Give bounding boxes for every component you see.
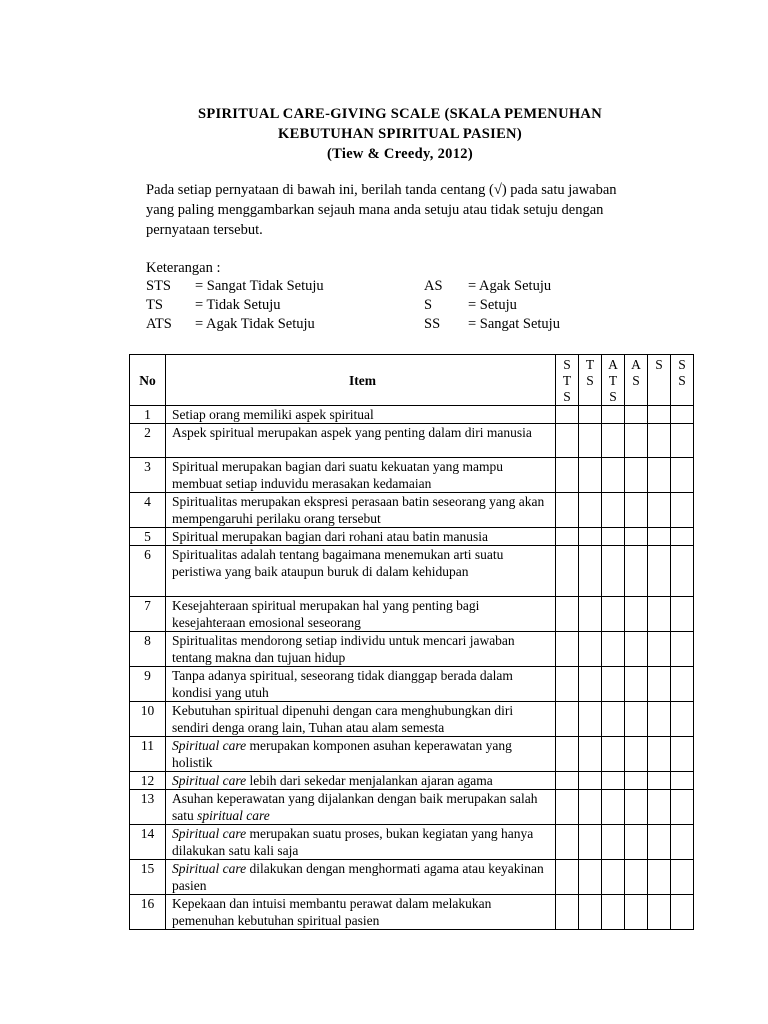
row-number: 11 bbox=[130, 737, 166, 772]
answer-cell-ss[interactable] bbox=[671, 493, 694, 528]
statement-text: Kebutuhan spiritual dipenuhi dengan cara menghubungkan diri sendiri denga orang lain, Tuhan atau alam semesta bbox=[172, 703, 514, 735]
column-header-sts bbox=[556, 355, 579, 406]
legend-definition: = Sangat Tidak Setuju bbox=[195, 278, 324, 294]
header-letter: S bbox=[632, 373, 640, 388]
answer-cell-ss[interactable] bbox=[671, 458, 694, 493]
statement-text: Kepekaan dan intuisi membantu perawat dalam melakukan pemenuhan kebutuhan spiritual pasien bbox=[172, 896, 492, 928]
row-number: 7 bbox=[130, 597, 166, 632]
table-row bbox=[130, 546, 694, 597]
answer-cell-sts[interactable] bbox=[556, 667, 579, 702]
answer-cell-ss[interactable] bbox=[671, 895, 694, 930]
statement-text: Spiritualitas mendorong setiap individu untuk mencari jawaban tentang makna dan tujuan hidup bbox=[172, 633, 515, 665]
answer-cell-ats[interactable] bbox=[602, 790, 625, 825]
statement-text: merupakan komponen asuhan keperawatan yang holistik bbox=[172, 738, 512, 770]
answer-cell-ss[interactable] bbox=[671, 667, 694, 702]
answer-cell-ats[interactable] bbox=[602, 895, 625, 930]
row-number: 10 bbox=[130, 702, 166, 737]
answer-cell-ats[interactable] bbox=[602, 458, 625, 493]
row-statement bbox=[166, 493, 556, 528]
answer-cell-ss[interactable] bbox=[671, 546, 694, 597]
row-statement bbox=[166, 702, 556, 737]
answer-cell-as[interactable] bbox=[625, 546, 648, 597]
answer-cell-ts[interactable] bbox=[579, 860, 602, 895]
statement-text: Asuhan keperawatan yang dijalankan dengan baik merupakan salah satu bbox=[172, 791, 538, 823]
answer-cell-as[interactable] bbox=[625, 825, 648, 860]
table-row bbox=[130, 860, 694, 895]
answer-cell-s[interactable] bbox=[648, 493, 671, 528]
row-statement bbox=[166, 406, 556, 424]
legend-definition: = Agak Setuju bbox=[468, 278, 552, 294]
answer-cell-ss[interactable] bbox=[671, 790, 694, 825]
title-citation: (Tiew & Creedy, 2012) bbox=[327, 146, 473, 162]
legend-definition: = Agak Tidak Setuju bbox=[195, 316, 315, 332]
answer-cell-s[interactable] bbox=[648, 737, 671, 772]
row-statement bbox=[166, 424, 556, 458]
answer-cell-ts[interactable] bbox=[579, 825, 602, 860]
answer-cell-sts[interactable] bbox=[556, 493, 579, 528]
row-statement bbox=[166, 825, 556, 860]
table-row bbox=[130, 702, 694, 737]
answer-cell-as[interactable] bbox=[625, 458, 648, 493]
legend-abbr: TS bbox=[146, 297, 163, 313]
header-letter: S bbox=[678, 373, 686, 388]
answer-cell-ats[interactable] bbox=[602, 667, 625, 702]
legend-definition: = Tidak Setuju bbox=[195, 297, 281, 313]
answer-cell-as[interactable] bbox=[625, 702, 648, 737]
header-letter: A bbox=[631, 357, 641, 372]
legend-abbr: SS bbox=[424, 316, 441, 332]
statement-text: Aspek spiritual merupakan aspek yang penting dalam diri manusia bbox=[172, 425, 532, 440]
answer-cell-s[interactable] bbox=[648, 546, 671, 597]
statement-text: Spiritual merupakan bagian dari suatu kekuatan yang mampu membuat setiap induvidu merasakan kedamaian bbox=[172, 459, 504, 491]
answer-cell-ats[interactable] bbox=[602, 528, 625, 546]
answer-cell-s[interactable] bbox=[648, 597, 671, 632]
table-row bbox=[130, 895, 694, 930]
row-statement bbox=[166, 597, 556, 632]
row-number: 16 bbox=[130, 895, 166, 930]
row-number: 5 bbox=[130, 528, 166, 546]
answer-cell-as[interactable] bbox=[625, 424, 648, 458]
answer-cell-ts[interactable] bbox=[579, 424, 602, 458]
row-statement bbox=[166, 737, 556, 772]
table-row bbox=[130, 528, 694, 546]
answer-cell-sts[interactable] bbox=[556, 702, 579, 737]
answer-cell-sts[interactable] bbox=[556, 860, 579, 895]
answer-cell-ss[interactable] bbox=[671, 424, 694, 458]
header-letter: A bbox=[608, 357, 618, 372]
row-number: 12 bbox=[130, 772, 166, 790]
header-letter: S bbox=[655, 357, 663, 372]
title-line-1: SPIRITUAL CARE-GIVING SCALE (SKALA PEMENUHAN bbox=[198, 106, 602, 122]
answer-cell-ts[interactable] bbox=[579, 632, 602, 667]
answer-cell-ats[interactable] bbox=[602, 772, 625, 790]
legend-heading: Keterangan : bbox=[146, 260, 221, 276]
answer-cell-ats[interactable] bbox=[602, 406, 625, 424]
answer-cell-ats[interactable] bbox=[602, 632, 625, 667]
answer-cell-sts[interactable] bbox=[556, 790, 579, 825]
questionnaire-table bbox=[129, 354, 694, 930]
header-letter: S bbox=[586, 373, 594, 388]
header-letter: S bbox=[563, 357, 571, 372]
answer-cell-ats[interactable] bbox=[602, 597, 625, 632]
answer-cell-sts[interactable] bbox=[556, 528, 579, 546]
answer-cell-s[interactable] bbox=[648, 632, 671, 667]
answer-cell-ats[interactable] bbox=[602, 825, 625, 860]
table-row bbox=[130, 737, 694, 772]
row-number: 4 bbox=[130, 493, 166, 528]
row-statement bbox=[166, 772, 556, 790]
header-letter: T bbox=[562, 373, 572, 388]
answer-cell-sts[interactable] bbox=[556, 895, 579, 930]
answer-cell-ats[interactable] bbox=[602, 737, 625, 772]
answer-cell-ts[interactable] bbox=[579, 702, 602, 737]
answer-cell-as[interactable] bbox=[625, 790, 648, 825]
answer-cell-ss[interactable] bbox=[671, 406, 694, 424]
statement-emphasis: Spiritual care bbox=[172, 773, 247, 788]
row-number: 8 bbox=[130, 632, 166, 667]
statement-text: lebih dari sekedar menjalankan ajaran agama bbox=[246, 773, 493, 788]
answer-cell-ts[interactable] bbox=[579, 772, 602, 790]
answer-cell-sts[interactable] bbox=[556, 458, 579, 493]
answer-cell-ss[interactable] bbox=[671, 860, 694, 895]
table-body bbox=[130, 406, 694, 930]
answer-cell-s[interactable] bbox=[648, 790, 671, 825]
answer-cell-s[interactable] bbox=[648, 860, 671, 895]
answer-cell-sts[interactable] bbox=[556, 737, 579, 772]
answer-cell-sts[interactable] bbox=[556, 406, 579, 424]
answer-cell-as[interactable] bbox=[625, 860, 648, 895]
header-letter: S bbox=[609, 389, 617, 404]
answer-cell-as[interactable] bbox=[625, 772, 648, 790]
statement-emphasis: Spiritual care bbox=[172, 738, 247, 753]
answer-cell-ss[interactable] bbox=[671, 737, 694, 772]
answer-cell-s[interactable] bbox=[648, 895, 671, 930]
answer-cell-as[interactable] bbox=[625, 597, 648, 632]
answer-cell-s[interactable] bbox=[648, 528, 671, 546]
row-number: 3 bbox=[130, 458, 166, 493]
row-statement bbox=[166, 860, 556, 895]
column-header-ts bbox=[579, 355, 602, 406]
answer-cell-ts[interactable] bbox=[579, 895, 602, 930]
header-letter: T bbox=[608, 373, 618, 388]
statement-text: Kesejahteraan spiritual merupakan hal yang penting bagi kesejahteraan emosional seseorang bbox=[172, 598, 480, 630]
answer-cell-ats[interactable] bbox=[602, 702, 625, 737]
answer-cell-sts[interactable] bbox=[556, 825, 579, 860]
instructions bbox=[146, 180, 666, 240]
row-number: 6 bbox=[130, 546, 166, 597]
statement-emphasis: Spiritual care bbox=[172, 826, 247, 841]
column-header-as bbox=[625, 355, 648, 406]
answer-cell-ats[interactable] bbox=[602, 860, 625, 895]
row-number: 9 bbox=[130, 667, 166, 702]
answer-cell-ss[interactable] bbox=[671, 825, 694, 860]
statement-text: Spiritual merupakan bagian dari rohani atau batin manusia bbox=[172, 529, 489, 544]
answer-cell-ts[interactable] bbox=[579, 790, 602, 825]
row-statement bbox=[166, 895, 556, 930]
answer-cell-ss[interactable] bbox=[671, 597, 694, 632]
row-number: 1 bbox=[130, 406, 166, 424]
legend-definition: = Sangat Setuju bbox=[468, 316, 560, 332]
answer-cell-as[interactable] bbox=[625, 667, 648, 702]
answer-cell-s[interactable] bbox=[648, 825, 671, 860]
instructions-line-3: pernyataan tersebut. bbox=[146, 222, 263, 238]
answer-cell-s[interactable] bbox=[648, 667, 671, 702]
answer-cell-as[interactable] bbox=[625, 406, 648, 424]
table-row bbox=[130, 667, 694, 702]
answer-cell-ss[interactable] bbox=[671, 772, 694, 790]
table-row bbox=[130, 493, 694, 528]
answer-cell-ats[interactable] bbox=[602, 424, 625, 458]
table-header-row bbox=[130, 355, 694, 406]
statement-text: merupakan suatu proses, bukan kegiatan yang hanya dilakukan satu kali saja bbox=[172, 826, 534, 858]
answer-cell-ss[interactable] bbox=[671, 632, 694, 667]
answer-cell-sts[interactable] bbox=[556, 772, 579, 790]
answer-cell-as[interactable] bbox=[625, 895, 648, 930]
answer-cell-ts[interactable] bbox=[579, 597, 602, 632]
column-header-ats bbox=[602, 355, 625, 406]
answer-cell-ts[interactable] bbox=[579, 546, 602, 597]
statement-text: Setiap orang memiliki aspek spiritual bbox=[172, 407, 374, 422]
instructions-line-2: yang paling menggambarkan sejauh mana anda setuju atau tidak setuju dengan bbox=[146, 202, 604, 218]
answer-cell-ss[interactable] bbox=[671, 702, 694, 737]
table-row bbox=[130, 424, 694, 458]
answer-cell-ts[interactable] bbox=[579, 737, 602, 772]
answer-cell-s[interactable] bbox=[648, 424, 671, 458]
answer-cell-sts[interactable] bbox=[556, 632, 579, 667]
answer-cell-as[interactable] bbox=[625, 493, 648, 528]
statement-text: dilakukan dengan menghormati agama atau keyakinan pasien bbox=[172, 861, 544, 893]
answer-cell-ts[interactable] bbox=[579, 493, 602, 528]
instructions-line-1: Pada setiap pernyataan di bawah ini, berilah tanda centang (√) pada satu jawaban bbox=[146, 182, 617, 198]
answer-cell-sts[interactable] bbox=[556, 546, 579, 597]
header-letter: S bbox=[678, 357, 686, 372]
answer-cell-sts[interactable] bbox=[556, 424, 579, 458]
answer-cell-ts[interactable] bbox=[579, 406, 602, 424]
legend-definition: = Setuju bbox=[468, 297, 517, 313]
answer-cell-as[interactable] bbox=[625, 528, 648, 546]
column-header-no: No bbox=[130, 355, 166, 406]
answer-cell-ts[interactable] bbox=[579, 458, 602, 493]
row-number: 14 bbox=[130, 825, 166, 860]
answer-cell-sts[interactable] bbox=[556, 597, 579, 632]
answer-cell-ts[interactable] bbox=[579, 667, 602, 702]
header-letter: S bbox=[563, 389, 571, 404]
table-row bbox=[130, 632, 694, 667]
column-header-item: Item bbox=[166, 355, 556, 406]
legend-abbr: STS bbox=[146, 278, 171, 294]
column-header-ss bbox=[671, 355, 694, 406]
legend-abbr: S bbox=[424, 297, 433, 313]
row-statement bbox=[166, 632, 556, 667]
statement-text: Tanpa adanya spiritual, seseorang tidak dianggap berada dalam kondisi yang utuh bbox=[172, 668, 513, 700]
answer-cell-s[interactable] bbox=[648, 772, 671, 790]
column-header-s bbox=[648, 355, 671, 406]
document-title bbox=[0, 104, 768, 164]
table-row bbox=[130, 772, 694, 790]
header-letter: T bbox=[585, 357, 595, 372]
row-number: 15 bbox=[130, 860, 166, 895]
table-row bbox=[130, 825, 694, 860]
row-number: 13 bbox=[130, 790, 166, 825]
legend-abbr: AS bbox=[424, 278, 443, 294]
row-number: 2 bbox=[130, 424, 166, 458]
statement-text: Spiritualitas adalah tentang bagaimana menemukan arti suatu peristiwa yang baik ataupun buruk di dalam kehidupan bbox=[172, 547, 504, 579]
statement-emphasis: spiritual care bbox=[197, 808, 270, 823]
title-line-2: KEBUTUHAN SPIRITUAL PASIEN) bbox=[278, 126, 522, 142]
answer-cell-s[interactable] bbox=[648, 406, 671, 424]
statement-emphasis: Spiritual care bbox=[172, 861, 247, 876]
legend-abbr: ATS bbox=[146, 316, 172, 332]
answer-cell-as[interactable] bbox=[625, 737, 648, 772]
answer-cell-ss[interactable] bbox=[671, 528, 694, 546]
row-statement bbox=[166, 546, 556, 597]
table-row bbox=[130, 406, 694, 424]
answer-cell-ats[interactable] bbox=[602, 493, 625, 528]
row-statement bbox=[166, 667, 556, 702]
answer-cell-ats[interactable] bbox=[602, 546, 625, 597]
answer-cell-as[interactable] bbox=[625, 632, 648, 667]
row-statement bbox=[166, 458, 556, 493]
answer-cell-s[interactable] bbox=[648, 458, 671, 493]
row-statement bbox=[166, 528, 556, 546]
table-row bbox=[130, 790, 694, 825]
table-row bbox=[130, 458, 694, 493]
answer-cell-ts[interactable] bbox=[579, 528, 602, 546]
answer-cell-s[interactable] bbox=[648, 702, 671, 737]
row-statement bbox=[166, 790, 556, 825]
statement-text: Spiritualitas merupakan ekspresi perasaan batin seseorang yang akan mempengaruhi perilaku orang tersebut bbox=[172, 494, 545, 526]
table-row bbox=[130, 597, 694, 632]
